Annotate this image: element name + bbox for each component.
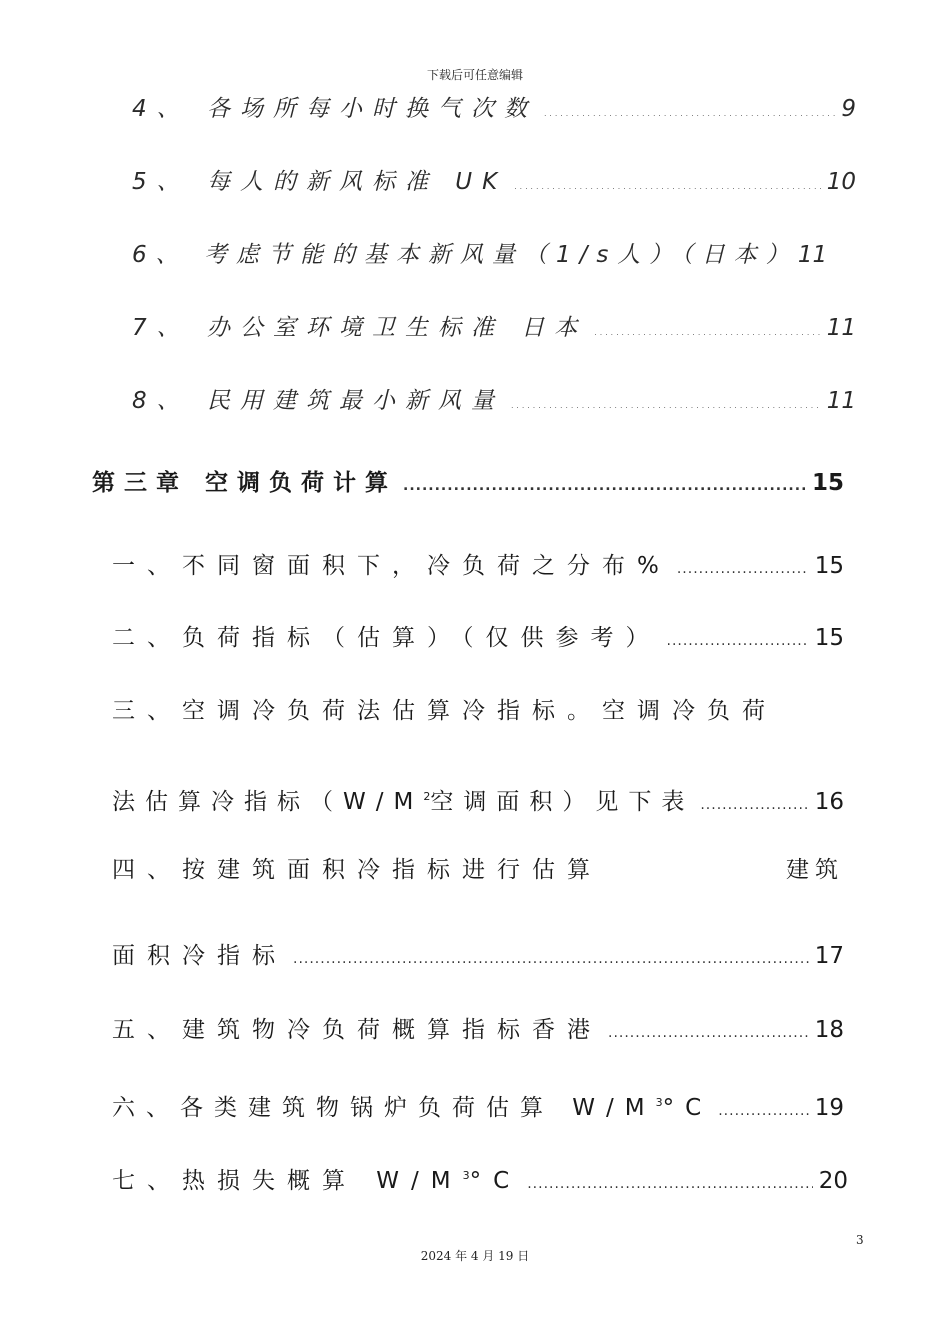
toc-entry-title: 7、 办公室环境卫生标准 日本 bbox=[132, 315, 588, 341]
footer-date: 2024 年 4 月 19 日 bbox=[420, 1249, 530, 1263]
toc-entry-title: 5、 每人的新风标准 UK bbox=[132, 169, 508, 195]
toc-entry-page: 18 bbox=[814, 1017, 844, 1043]
toc-leader bbox=[543, 97, 835, 127]
page-number: 3 bbox=[856, 1233, 864, 1247]
toc-entry-page: 11 bbox=[826, 388, 856, 414]
toc-entry-page: 10 bbox=[826, 169, 856, 195]
toc-entry-title: 8、 民用建筑最小新风量 bbox=[132, 388, 504, 414]
toc-entry[interactable] bbox=[132, 240, 856, 270]
toc-leader bbox=[510, 389, 821, 419]
toc-entry-title-part: °C bbox=[662, 1095, 713, 1121]
toc-entry-title: 6、 考虑节能的基本新风量（1/s人）（日本） bbox=[132, 242, 798, 268]
toc-entry[interactable] bbox=[112, 1015, 844, 1048]
toc-entry[interactable] bbox=[112, 551, 844, 584]
toc-entry-page: 16 bbox=[814, 789, 844, 815]
page-header: 下载后可任意编辑 bbox=[426, 68, 523, 82]
toc-entry[interactable] bbox=[112, 1161, 848, 1199]
toc-entry[interactable] bbox=[132, 94, 856, 127]
toc-entry[interactable] bbox=[132, 386, 856, 419]
toc-leader bbox=[513, 170, 821, 200]
superscript: 3 bbox=[655, 1096, 663, 1109]
toc-entry-title: 三、空调冷负荷法估算冷指标。空调冷负荷 bbox=[112, 698, 777, 724]
toc-entry[interactable] bbox=[112, 941, 844, 974]
toc-entry-title bbox=[112, 782, 694, 817]
toc-entry-page: 11 bbox=[826, 315, 856, 341]
toc-entry-title-part: 法估算冷指标（W/M bbox=[112, 789, 424, 815]
toc-entry[interactable] bbox=[112, 855, 844, 885]
toc-leader bbox=[293, 944, 809, 974]
toc-entry-title: 四、按建筑面积冷指标进行估算 bbox=[112, 857, 602, 883]
toc-leader bbox=[667, 626, 809, 656]
toc-entry-page: 15 bbox=[811, 470, 844, 496]
toc-entry-title bbox=[112, 1161, 521, 1196]
toc-leader bbox=[527, 1169, 813, 1199]
toc-entry-title bbox=[112, 1088, 712, 1123]
toc-leader bbox=[608, 1018, 809, 1048]
toc-leader bbox=[718, 1096, 809, 1126]
toc-entry-title: 二、负荷指标（估算）（仅供参考） bbox=[112, 625, 661, 651]
toc-entry-page: 17 bbox=[814, 943, 844, 969]
toc-entry-page: 20 bbox=[818, 1168, 848, 1194]
toc-entry-title-part: °C bbox=[469, 1168, 522, 1194]
toc-chapter-entry[interactable] bbox=[92, 468, 844, 501]
toc-entry-title-suffix: 建筑 bbox=[786, 857, 844, 883]
superscript: 3 bbox=[462, 1169, 470, 1182]
toc-entry[interactable] bbox=[112, 782, 844, 820]
toc-entry-title-part: 七、热损失概算 W/M bbox=[112, 1168, 463, 1194]
toc-entry-title: 一、不同窗面积下，冷负荷之分布% bbox=[112, 553, 671, 579]
toc-entry[interactable] bbox=[112, 623, 844, 656]
toc-entry-page: 15 bbox=[814, 625, 844, 651]
toc-entry[interactable] bbox=[112, 696, 844, 726]
toc-entry-title: 五、建筑物冷负荷概算指标香港 bbox=[112, 1017, 602, 1043]
toc-entry[interactable] bbox=[132, 167, 856, 200]
toc-chapter-title: 第三章 空调负荷计算 bbox=[92, 470, 398, 496]
toc-entry-page: 19 bbox=[814, 1095, 844, 1121]
toc-entry-title-part: 六、各类建筑物锅炉负荷估算 W/M bbox=[112, 1095, 656, 1121]
toc-entry[interactable] bbox=[112, 1088, 844, 1126]
superscript: 2 bbox=[423, 790, 431, 803]
toc-entry[interactable] bbox=[132, 313, 856, 346]
toc-leader bbox=[700, 790, 808, 820]
toc-leader bbox=[593, 316, 820, 346]
toc-entry-title: 4、 各场所每小时换气次数 bbox=[132, 96, 537, 122]
toc-entry-title-part: 空调面积）见下表 bbox=[430, 789, 695, 815]
toc-entry-page: 9 bbox=[841, 96, 856, 122]
toc-entry-title: 面积冷指标 bbox=[112, 943, 287, 969]
toc-entry-page: 11 bbox=[797, 242, 828, 268]
toc-leader bbox=[677, 554, 809, 584]
toc-leader bbox=[403, 471, 806, 501]
toc-entry-page: 15 bbox=[814, 553, 844, 579]
